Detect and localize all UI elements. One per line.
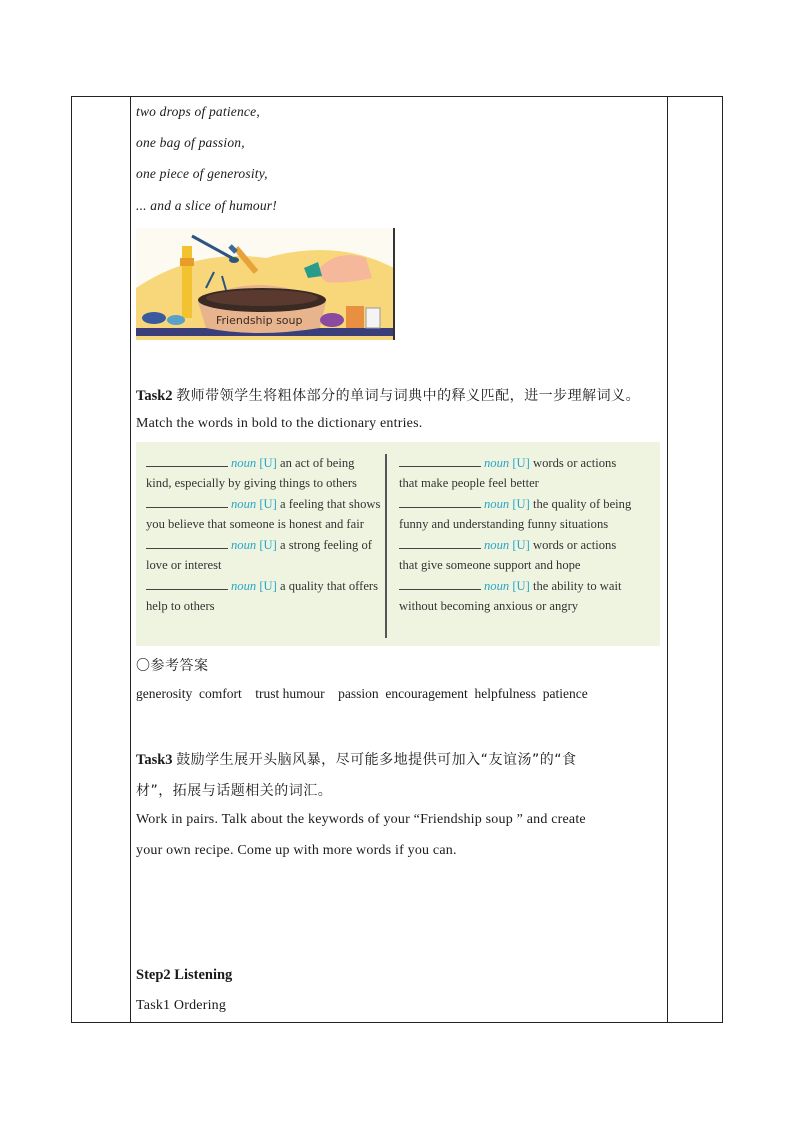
dictionary-entry xyxy=(146,495,382,535)
dictionary-entry xyxy=(399,454,635,494)
answer-blank xyxy=(399,454,481,467)
friendship-soup-illustration xyxy=(136,228,396,340)
part-of-speech: noun xyxy=(231,538,257,553)
grammar-tag: [U] xyxy=(259,579,277,594)
recipe-line: ... and a slice of humour! xyxy=(136,198,277,213)
answer-blank xyxy=(146,577,228,590)
answer-blank xyxy=(146,454,228,467)
task2-instruction-cn: 教师带领学生将粗体部分的单词与词典中的释义匹配，进一步理解词义。 xyxy=(176,388,641,404)
answer-blank xyxy=(399,495,481,508)
dictionary-entry xyxy=(146,454,382,494)
part-of-speech: noun xyxy=(231,579,257,594)
grammar-tag: [U] xyxy=(259,497,277,512)
part-of-speech: noun xyxy=(484,456,510,470)
answer-blank xyxy=(399,536,481,549)
answer-blank xyxy=(146,495,228,508)
part-of-speech: noun xyxy=(484,579,510,594)
answer-blank xyxy=(146,536,228,549)
grammar-tag: [U] xyxy=(512,538,530,553)
part-of-speech: noun xyxy=(231,456,257,470)
grammar-tag: [U] xyxy=(259,456,277,470)
dictionary-entry xyxy=(399,536,635,576)
reference-answer-title: 〇参考答案 xyxy=(136,658,209,674)
dictionary-entries-box xyxy=(136,442,660,646)
recipe-line: two drops of patience, xyxy=(136,104,260,119)
reference-answers: generosity comfort trust humour passion encouragement helpfulness patience xyxy=(136,686,588,701)
task3-heading xyxy=(136,749,576,769)
part-of-speech: noun xyxy=(484,497,510,512)
definition: an act of being kind, especially by giving things to others xyxy=(146,456,357,490)
task2-instruction-en: Match the words in bold to the dictionary entries. xyxy=(136,416,423,431)
dictionary-divider xyxy=(385,454,387,638)
dictionary-column-left xyxy=(146,454,382,618)
task2-label: Task2 xyxy=(136,388,173,404)
definition: a strong feeling of love or interest xyxy=(146,538,372,572)
recipe-line: one piece of generosity, xyxy=(136,166,268,181)
definition: the quality of being funny and understanding funny situations xyxy=(399,497,632,531)
column-divider-left xyxy=(130,96,131,1023)
task3-instruction-cn-cont: 材”，拓展与话题相关的词汇。 xyxy=(136,783,333,799)
recipe-line: one bag of passion, xyxy=(136,135,245,150)
grammar-tag: [U] xyxy=(259,538,277,553)
definition: the ability to wait without becoming anxious or angry xyxy=(399,579,622,614)
grammar-tag: [U] xyxy=(512,456,530,470)
definition: a quality that offers help to others xyxy=(146,579,379,614)
task2-heading xyxy=(136,385,640,405)
grammar-tag: [U] xyxy=(512,579,530,594)
grammar-tag: [U] xyxy=(512,497,530,512)
part-of-speech: noun xyxy=(231,497,257,512)
step2-task1: Task1 Ordering xyxy=(136,998,227,1013)
friendship-soup-label: Friendship soup xyxy=(216,314,303,327)
dictionary-entry xyxy=(146,536,382,576)
definition: a feeling that shows you believe that someone is honest and fair xyxy=(146,497,381,531)
dictionary-entry xyxy=(399,495,635,535)
dictionary-entry xyxy=(146,577,382,617)
step2-title: Step2 Listening xyxy=(136,967,233,983)
answer-blank xyxy=(399,577,481,590)
part-of-speech: noun xyxy=(484,538,510,553)
definition: words or actions that make people feel better xyxy=(399,456,617,490)
task3-label: Task3 xyxy=(136,752,173,768)
dictionary-column-right xyxy=(399,454,635,618)
column-divider-right xyxy=(667,96,668,1023)
task3-instruction-en-cont: your own recipe. Come up with more words if you can. xyxy=(136,843,457,858)
task3-instruction-en: Work in pairs. Talk about the keywords of your “Friendship soup ” and create xyxy=(136,812,586,827)
dictionary-entry xyxy=(399,577,635,617)
task3-instruction-cn: 鼓励学生展开头脑风暴，尽可能多地提供可加入“友谊汤”的“食 xyxy=(176,752,577,768)
definition: words or actions that give someone support and hope xyxy=(399,538,617,572)
